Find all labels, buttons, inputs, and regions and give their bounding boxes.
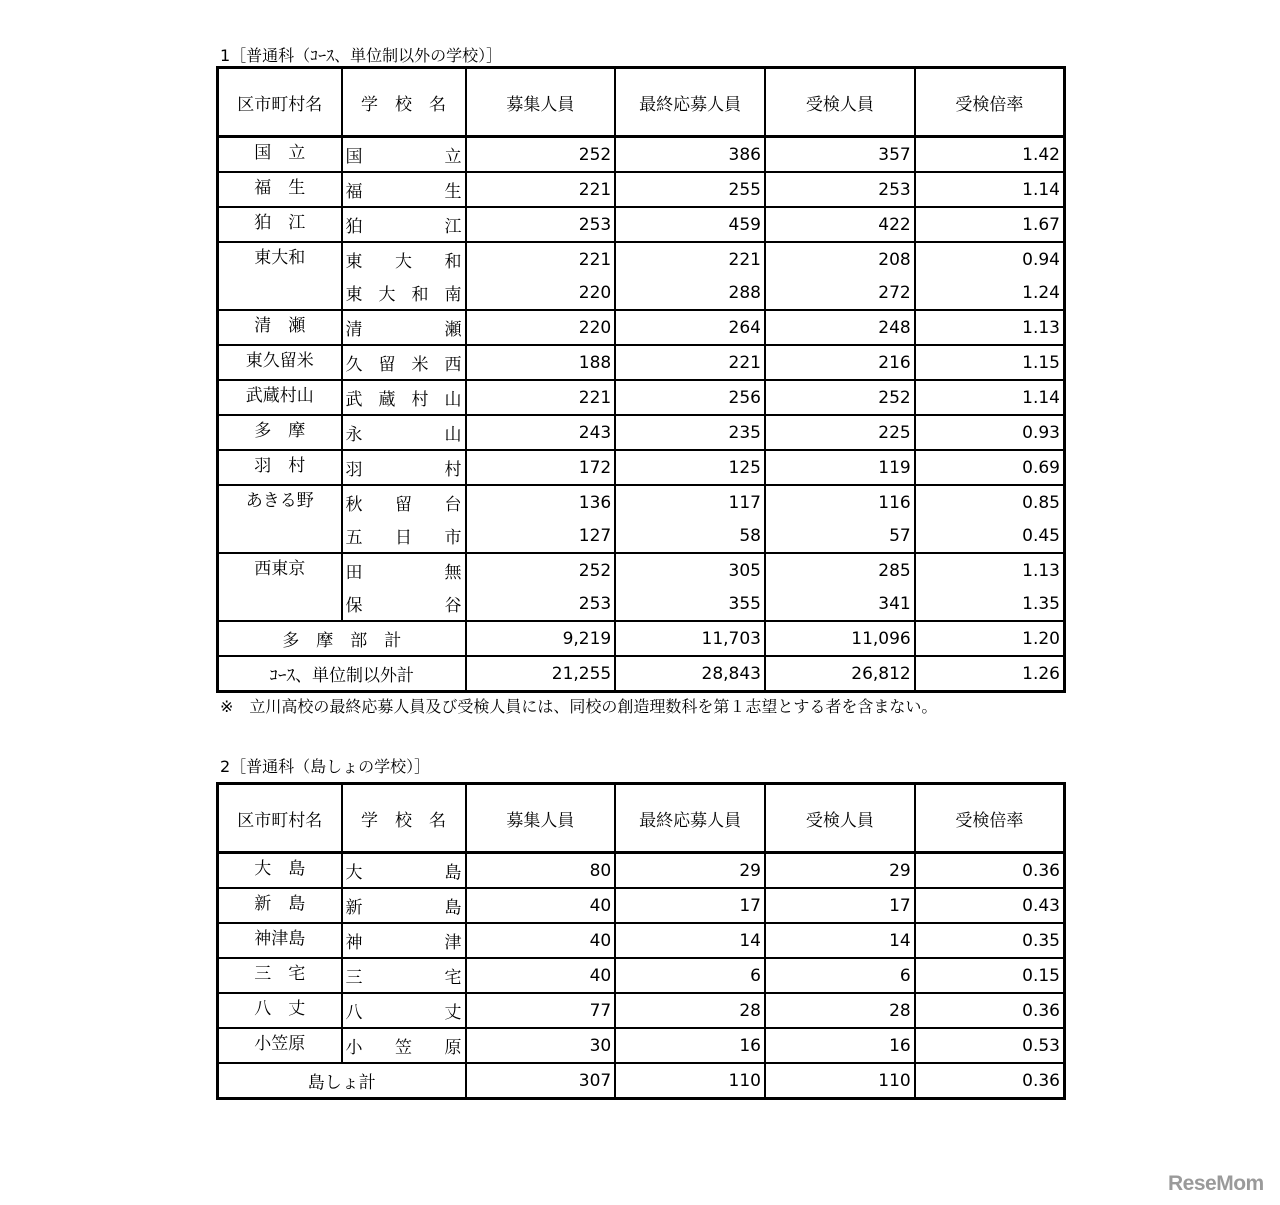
examinees: 225 [765, 415, 915, 450]
column-header: 募集人員 [466, 784, 616, 853]
examinees: 6 [765, 958, 915, 993]
competition-ratio: 0.85 [915, 485, 1065, 519]
table-row [218, 485, 1065, 519]
examinees: 17 [765, 888, 915, 923]
final-applicants: 16 [615, 1028, 765, 1063]
competition-ratio: 0.94 [915, 242, 1065, 276]
header-row [218, 784, 1065, 853]
ward-name: 武蔵村山 [218, 380, 342, 415]
total-quota: 307 [466, 1063, 616, 1099]
examinees: 28 [765, 993, 915, 1028]
quota: 243 [466, 415, 616, 450]
total-competition-ratio: 1.26 [915, 656, 1065, 692]
quota: 221 [466, 242, 616, 276]
quota: 172 [466, 450, 616, 485]
column-header: 最終応募人員 [615, 784, 765, 853]
table-row [218, 587, 1065, 621]
quota: 40 [466, 888, 616, 923]
total-label: ｺｰｽ、単位制以外計 [218, 656, 466, 692]
final-applicants: 355 [615, 587, 765, 621]
ward-name: 小笠原 [218, 1028, 342, 1063]
examinees: 272 [765, 276, 915, 310]
quota: 30 [466, 1028, 616, 1063]
table1-caption: 1［普通科（ｺｰｽ、単位制以外の学校）］ [220, 46, 503, 65]
final-applicants: 117 [615, 485, 765, 519]
table-row [218, 1028, 1065, 1063]
total-competition-ratio: 0.36 [915, 1063, 1065, 1099]
column-header: 募集人員 [466, 68, 616, 137]
school-name: 新島 [342, 888, 466, 923]
total-examinees: 11,096 [765, 621, 915, 656]
table-row [218, 888, 1065, 923]
column-header: 区市町村名 [218, 68, 342, 137]
school-name: 田無 [342, 553, 466, 587]
competition-ratio: 0.43 [915, 888, 1065, 923]
examinees: 29 [765, 853, 915, 889]
school-name: 東大和 [342, 242, 466, 276]
ward-name [218, 276, 342, 310]
resemom-logo: ReseMom [1168, 1172, 1264, 1195]
column-header: 最終応募人員 [615, 68, 765, 137]
examinees: 116 [765, 485, 915, 519]
school-name: 保谷 [342, 587, 466, 621]
final-applicants: 255 [615, 172, 765, 207]
table-row [218, 450, 1065, 485]
final-applicants: 29 [615, 853, 765, 889]
quota: 77 [466, 993, 616, 1028]
school-name: 久留米西 [342, 345, 466, 380]
school-name: 東大和南 [342, 276, 466, 310]
final-applicants: 28 [615, 993, 765, 1028]
quota: 136 [466, 485, 616, 519]
competition-ratio: 1.13 [915, 553, 1065, 587]
examinees: 57 [765, 519, 915, 553]
ward-name: 国 立 [218, 137, 342, 173]
competition-ratio: 0.69 [915, 450, 1065, 485]
ward-name: 西東京 [218, 553, 342, 587]
total-final-applicants: 110 [615, 1063, 765, 1099]
ward-name: 東久留米 [218, 345, 342, 380]
school-name: 小笠原 [342, 1028, 466, 1063]
school-name: 国立 [342, 137, 466, 173]
column-header: 学 校 名 [342, 68, 466, 137]
examinees: 14 [765, 923, 915, 958]
quota: 253 [466, 587, 616, 621]
final-applicants: 17 [615, 888, 765, 923]
column-header: 学 校 名 [342, 784, 466, 853]
table-row [218, 310, 1065, 345]
quota: 40 [466, 958, 616, 993]
table-row [218, 137, 1065, 173]
final-applicants: 235 [615, 415, 765, 450]
column-header: 受検人員 [765, 68, 915, 137]
examinees: 341 [765, 587, 915, 621]
quota: 221 [466, 380, 616, 415]
final-applicants: 6 [615, 958, 765, 993]
table-row [218, 958, 1065, 993]
total-quota: 9,219 [466, 621, 616, 656]
table-row [218, 415, 1065, 450]
ward-name [218, 587, 342, 621]
quota: 221 [466, 172, 616, 207]
quota: 252 [466, 553, 616, 587]
competition-ratio: 0.93 [915, 415, 1065, 450]
competition-ratio: 1.13 [915, 310, 1065, 345]
school-name: 五日市 [342, 519, 466, 553]
school-name: 福生 [342, 172, 466, 207]
footnote: ※ 立川高校の最終応募人員及び受検人員には、同校の創造理数科を第１志望とする者を含まない。 [220, 697, 938, 716]
table-row [218, 172, 1065, 207]
quota: 220 [466, 310, 616, 345]
column-header: 区市町村名 [218, 784, 342, 853]
ward-name: 羽 村 [218, 450, 342, 485]
school-name: 三宅 [342, 958, 466, 993]
table2-applications-islands [216, 782, 1066, 1100]
examinees: 422 [765, 207, 915, 242]
competition-ratio: 0.15 [915, 958, 1065, 993]
table-row [218, 207, 1065, 242]
total-row [218, 656, 1065, 692]
quota: 127 [466, 519, 616, 553]
table-row [218, 242, 1065, 276]
quota: 253 [466, 207, 616, 242]
total-row [218, 1063, 1065, 1099]
table-row [218, 853, 1065, 889]
competition-ratio: 1.67 [915, 207, 1065, 242]
ward-name: 三 宅 [218, 958, 342, 993]
competition-ratio: 1.42 [915, 137, 1065, 173]
table-row [218, 923, 1065, 958]
final-applicants: 459 [615, 207, 765, 242]
school-name: 八丈 [342, 993, 466, 1028]
ward-name [218, 519, 342, 553]
table-row [218, 553, 1065, 587]
table-row [218, 993, 1065, 1028]
column-header: 受検倍率 [915, 784, 1065, 853]
ward-name: 清 瀬 [218, 310, 342, 345]
ward-name: 神津島 [218, 923, 342, 958]
examinees: 285 [765, 553, 915, 587]
final-applicants: 125 [615, 450, 765, 485]
examinees: 253 [765, 172, 915, 207]
competition-ratio: 0.36 [915, 993, 1065, 1028]
examinees: 208 [765, 242, 915, 276]
school-name: 狛江 [342, 207, 466, 242]
competition-ratio: 0.53 [915, 1028, 1065, 1063]
ward-name: 八 丈 [218, 993, 342, 1028]
competition-ratio: 1.14 [915, 172, 1065, 207]
final-applicants: 264 [615, 310, 765, 345]
examinees: 16 [765, 1028, 915, 1063]
ward-name: 大 島 [218, 853, 342, 889]
table2-caption: 2［普通科（島しょの学校）］ [220, 757, 431, 776]
table1-applications-general [216, 66, 1066, 693]
total-competition-ratio: 1.20 [915, 621, 1065, 656]
column-header: 受検人員 [765, 784, 915, 853]
quota: 80 [466, 853, 616, 889]
competition-ratio: 0.45 [915, 519, 1065, 553]
total-quota: 21,255 [466, 656, 616, 692]
competition-ratio: 1.15 [915, 345, 1065, 380]
competition-ratio: 1.14 [915, 380, 1065, 415]
ward-name: あきる野 [218, 485, 342, 519]
examinees: 119 [765, 450, 915, 485]
total-examinees: 26,812 [765, 656, 915, 692]
table-row [218, 276, 1065, 310]
table-row [218, 380, 1065, 415]
ward-name: 狛 江 [218, 207, 342, 242]
header-row [218, 68, 1065, 137]
final-applicants: 221 [615, 242, 765, 276]
quota: 252 [466, 137, 616, 173]
examinees: 357 [765, 137, 915, 173]
school-name: 永山 [342, 415, 466, 450]
quota: 188 [466, 345, 616, 380]
examinees: 252 [765, 380, 915, 415]
final-applicants: 14 [615, 923, 765, 958]
ward-name: 東大和 [218, 242, 342, 276]
ward-name: 多 摩 [218, 415, 342, 450]
competition-ratio: 0.35 [915, 923, 1065, 958]
quota: 40 [466, 923, 616, 958]
final-applicants: 288 [615, 276, 765, 310]
total-label: 島しょ計 [218, 1063, 466, 1099]
final-applicants: 256 [615, 380, 765, 415]
final-applicants: 386 [615, 137, 765, 173]
ward-name: 福 生 [218, 172, 342, 207]
school-name: 清瀬 [342, 310, 466, 345]
total-row [218, 621, 1065, 656]
final-applicants: 305 [615, 553, 765, 587]
examinees: 248 [765, 310, 915, 345]
school-name: 羽村 [342, 450, 466, 485]
total-final-applicants: 11,703 [615, 621, 765, 656]
total-examinees: 110 [765, 1063, 915, 1099]
ward-name: 新 島 [218, 888, 342, 923]
table-row [218, 345, 1065, 380]
competition-ratio: 1.24 [915, 276, 1065, 310]
column-header: 受検倍率 [915, 68, 1065, 137]
examinees: 216 [765, 345, 915, 380]
final-applicants: 58 [615, 519, 765, 553]
final-applicants: 221 [615, 345, 765, 380]
total-label: 多 摩 部 計 [218, 621, 466, 656]
school-name: 武蔵村山 [342, 380, 466, 415]
total-final-applicants: 28,843 [615, 656, 765, 692]
school-name: 神津 [342, 923, 466, 958]
school-name: 大島 [342, 853, 466, 889]
competition-ratio: 1.35 [915, 587, 1065, 621]
competition-ratio: 0.36 [915, 853, 1065, 889]
table-row [218, 519, 1065, 553]
school-name: 秋留台 [342, 485, 466, 519]
quota: 220 [466, 276, 616, 310]
